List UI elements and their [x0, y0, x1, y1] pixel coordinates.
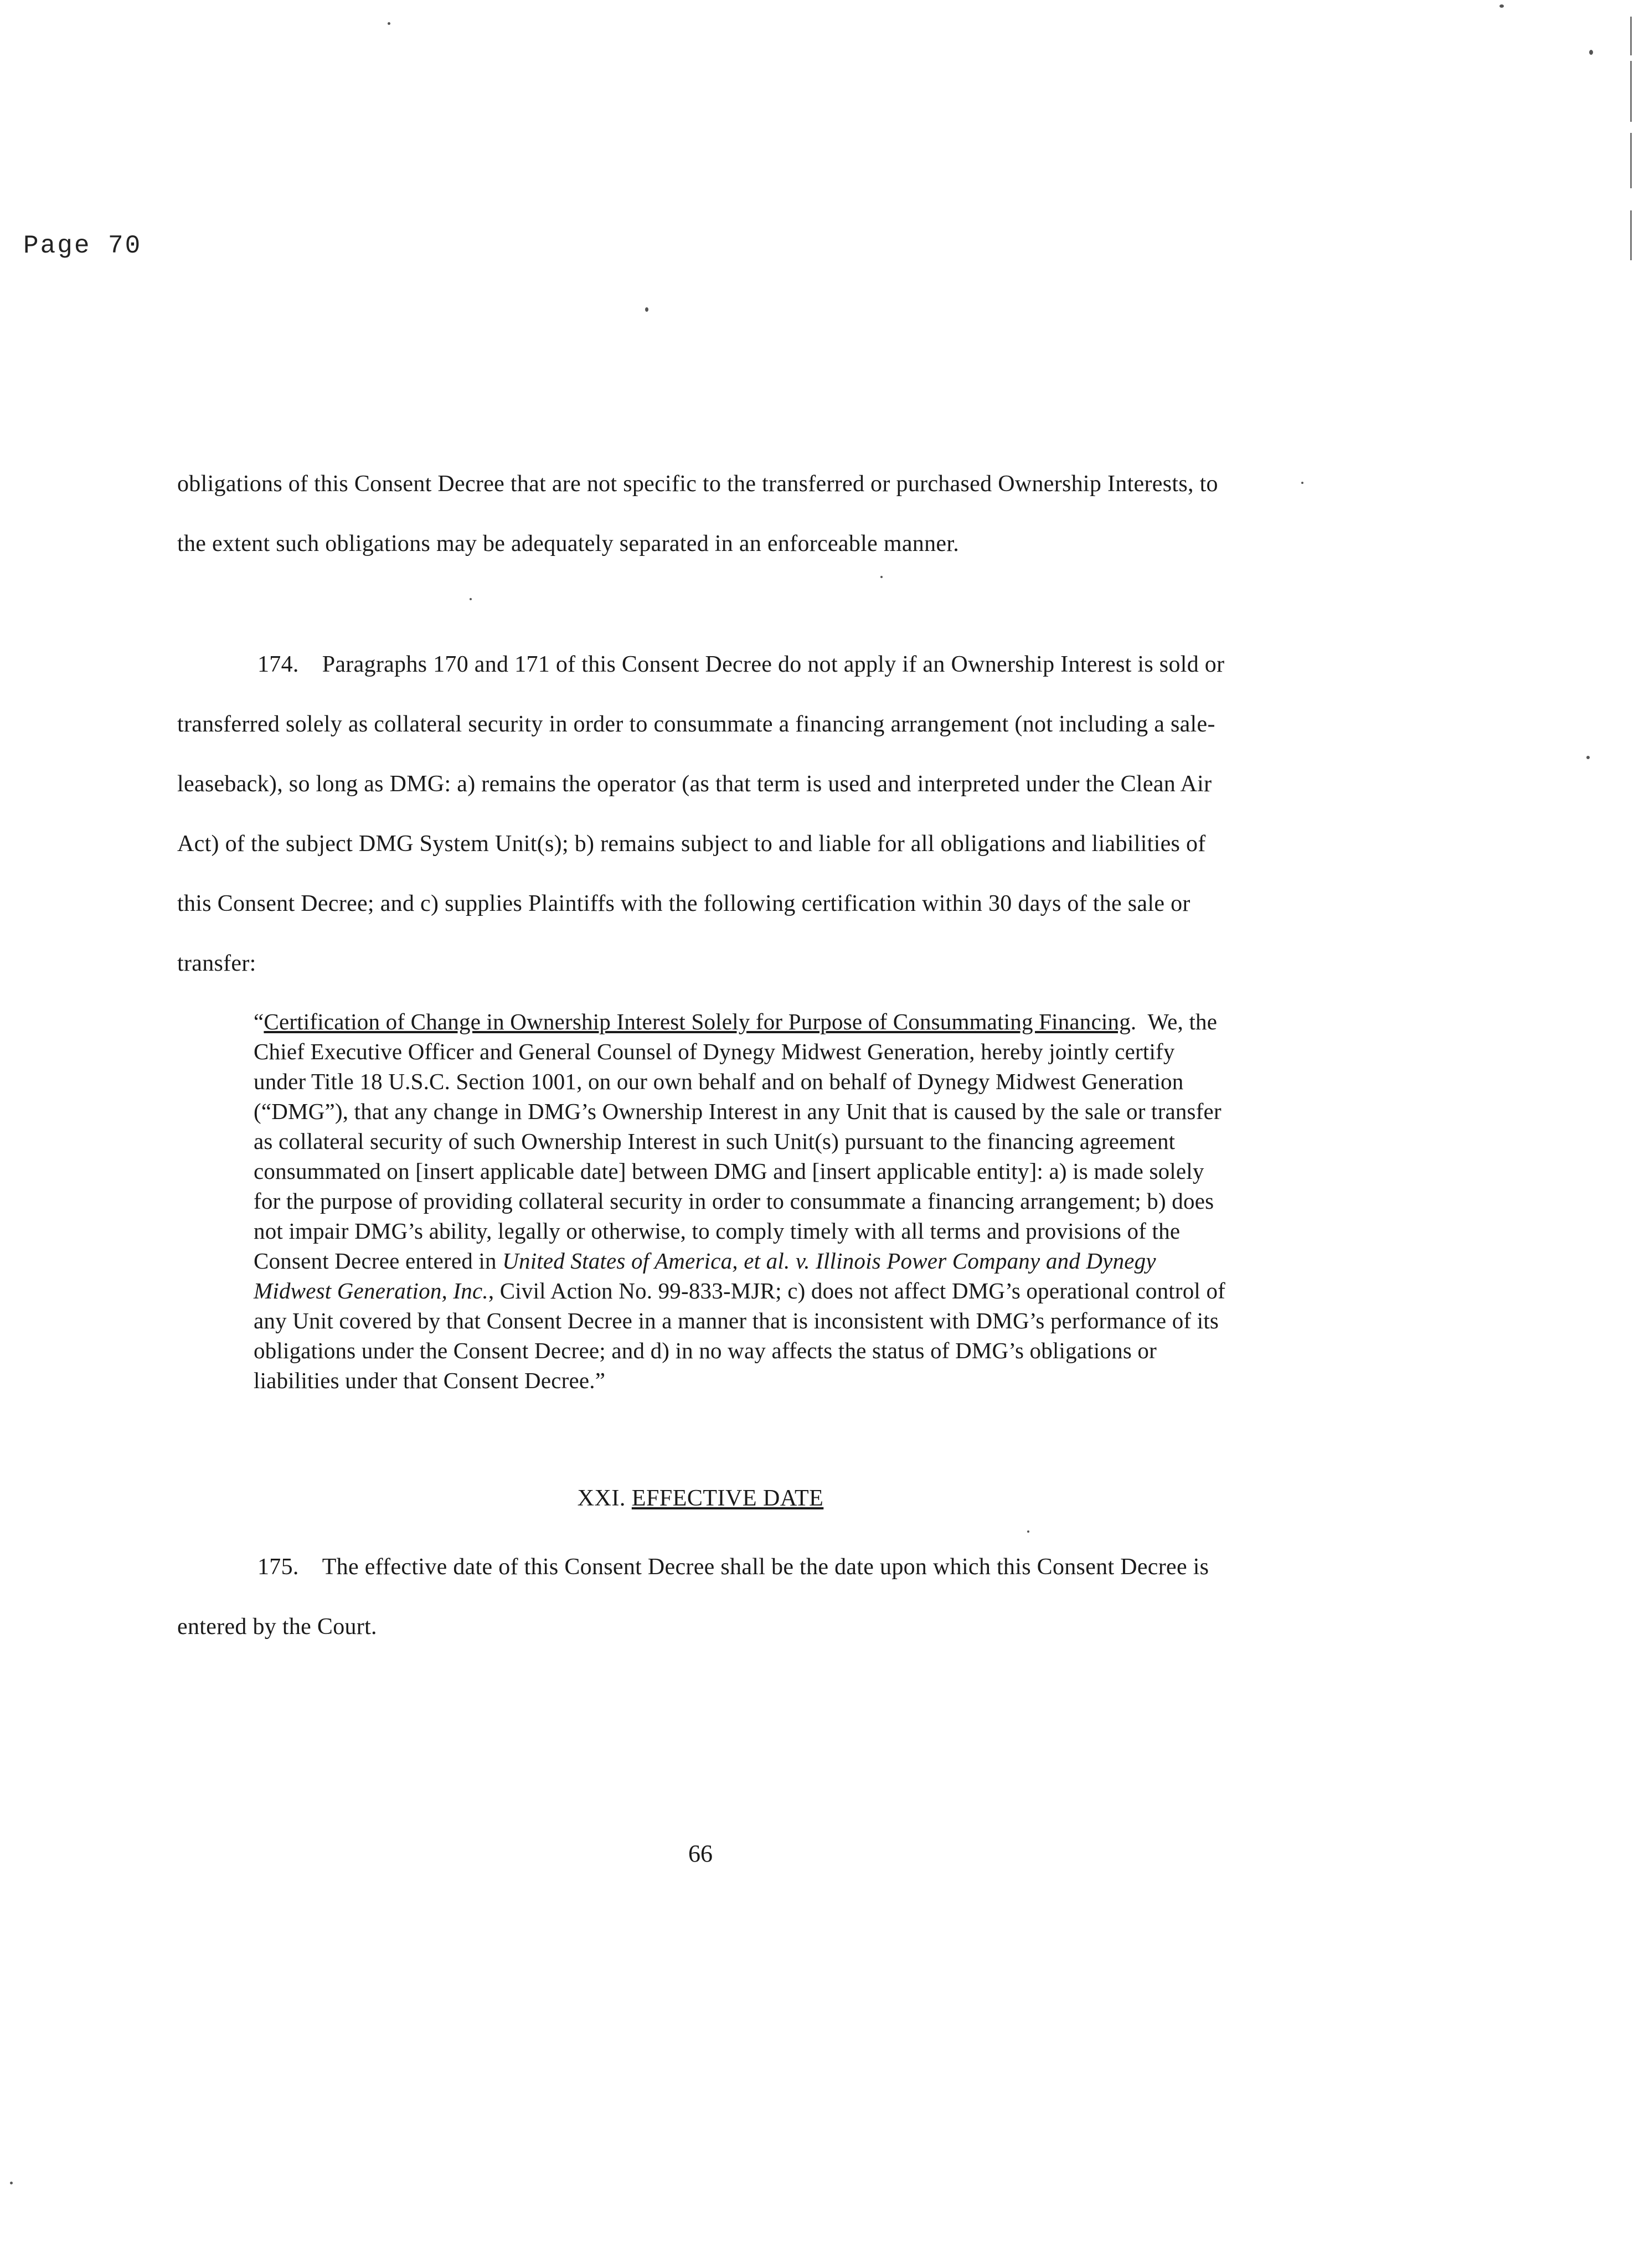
scan-edge-line	[1630, 17, 1632, 55]
certification-text-end: , Civil Action No. 99-833-MJR; c) does not affect DMG’s operational control of any Unit covered by that Consent Decree in a manner that is inconsistent with DMG’s performance of its obligations under the Consent Decree; and d) in no way affects the status of DMG’s obligations or liabilities under that Consent Decree.”	[254, 1278, 1226, 1393]
certification-open-quote: “	[254, 1009, 264, 1034]
scan-speck	[470, 598, 472, 600]
paragraph-continued-text: obligations of this Consent Decree that are not specific to the transferred or purchased Ownership Interests, to the extent such obligations may be adequately separated in an enforceable manner.	[177, 471, 1218, 556]
paragraph-175-number: 175.	[257, 1554, 299, 1580]
section-number: XXI.	[577, 1486, 626, 1511]
scan-speck	[645, 307, 648, 312]
paragraph-174	[177, 635, 1229, 993]
scan-speck	[10, 2182, 13, 2184]
section-heading	[0, 1485, 1401, 1512]
scan-speck	[880, 576, 883, 578]
paragraph-continued	[177, 454, 1229, 574]
paragraph-174-number: 174.	[257, 652, 299, 677]
scan-edge-line	[1630, 133, 1632, 188]
footer-page-number: 66	[688, 1840, 713, 1867]
paragraph-175-text: The effective date of this Consent Decree shall be the date upon which this Consent Decree is entered by the Court.	[177, 1554, 1209, 1640]
certification-title: Certification of Change in Ownership Interest Solely for Purpose of Consummating Financing	[264, 1009, 1131, 1034]
paragraph-175	[177, 1537, 1229, 1657]
page-header-label: Page 70	[23, 231, 142, 260]
certification-block	[254, 1007, 1229, 1395]
section-title: EFFECTIVE DATE	[631, 1486, 824, 1511]
certification-title-end: .	[1130, 1009, 1137, 1034]
certification-case-name: United States of America, et al. v. Illinois Power Company and Dynegy Midwest Generation, Inc.	[254, 1248, 1156, 1303]
scan-speck	[1586, 756, 1590, 759]
scan-edge-line	[1630, 61, 1632, 122]
scan-speck	[1301, 482, 1303, 484]
scan-edge-line	[1630, 210, 1632, 260]
certification-text: We, the Chief Executive Officer and General Counsel of Dynegy Midwest Generation, hereby jointly certify under Title 18 U.S.C. Section 1001, on our own behalf and on behalf of Dynegy Midwest Generation (“DMG”), that any change in DMG’s Ownership Interest in any Unit that is caused by the sale or transfer as collateral security of such Ownership Interest in such Unit(s) pursuant to the financing agreement consummated on [insert applicable date] between DMG and [insert applicable entity]: a) is made solely for the purpose of providing collateral security in order to consummate a financing arrangement; b) does not impair DMG’s ability, legally or otherwise, to comply timely with all terms and provisions of the Consent Decree entered in	[254, 1009, 1221, 1274]
scan-speck	[1027, 1530, 1029, 1533]
scan-speck	[388, 22, 390, 25]
paragraph-174-text: Paragraphs 170 and 171 of this Consent Decree do not apply if an Ownership Interest is sold or transferred solely as collateral security in order to consummate a financing arrangement (not including a sale-leaseback), so long as DMG: a) remains the operator (as that term is used and interpreted under the Clean Air Act) of the subject DMG System Unit(s); b) remains subject to and liable for all obligations and liabilities of this Consent Decree; and c) supplies Plaintiffs with the following certification within 30 days of the sale or transfer:	[177, 652, 1225, 976]
scan-speck	[1499, 4, 1504, 8]
scan-speck	[1589, 50, 1593, 55]
